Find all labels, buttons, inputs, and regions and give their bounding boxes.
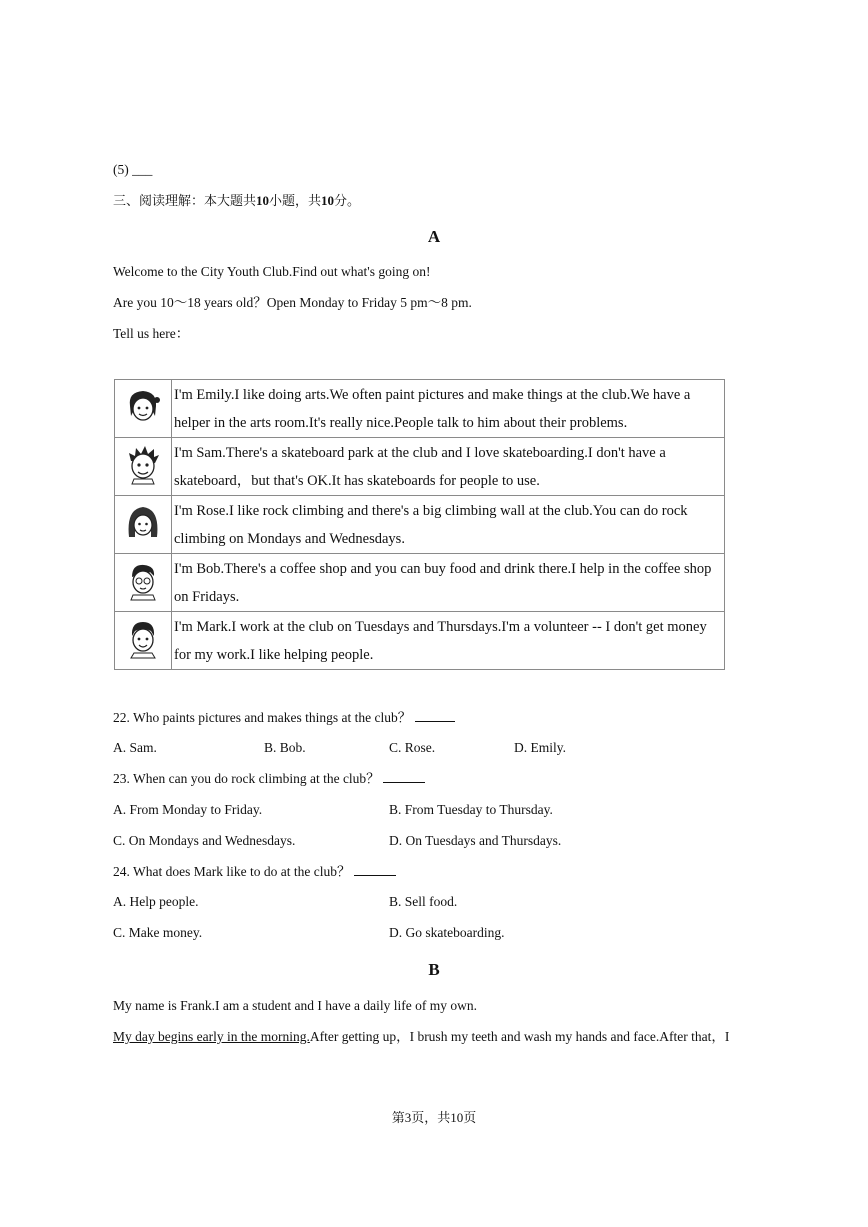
q22-option-a: A. Sam.	[113, 740, 157, 755]
passage-a-intro-3: Tell us here：	[113, 326, 190, 341]
member-text-rose: I'm Rose.I like rock climbing and there's a big climbing wall at the club.You can do rock climbing on Mondays and Wednesdays.	[172, 496, 725, 554]
boy-avatar-icon	[115, 438, 172, 496]
q24-option-a: A. Help people.	[113, 894, 199, 909]
table-row	[115, 554, 725, 612]
passage-a-title: A	[427, 227, 441, 246]
club-members-table	[114, 379, 725, 670]
table-row	[115, 612, 725, 670]
table-row	[115, 380, 725, 438]
table-row	[115, 496, 725, 554]
member-text-emily: I'm Emily.I like doing arts.We often paint pictures and make things at the club.We have a helper in the arts room.It's really nice.People talk to him about their problems.	[172, 380, 725, 438]
q24-option-b: B. Sell food.	[389, 894, 458, 909]
answer-blank	[354, 863, 396, 876]
q23-option-c: C. On Mondays and Wednesdays.	[113, 833, 296, 848]
question-23: 23. When can you do rock climbing at the club？	[113, 770, 425, 788]
boy-short-hair-avatar-icon	[115, 612, 172, 670]
boy-glasses-avatar-icon	[115, 554, 172, 612]
passage-b-line-2: My day begins early in the morning.After getting up，I brush my teeth and wash my hands and face.After that，I	[113, 1029, 730, 1044]
girl-avatar-icon	[115, 380, 172, 438]
q22-option-d: D. Emily.	[514, 740, 566, 755]
passage-b-line-1: My name is Frank.I am a student and I have a daily life of my own.	[113, 998, 478, 1013]
q23-option-b: B. From Tuesday to Thursday.	[389, 802, 553, 817]
girl-long-hair-avatar-icon	[115, 496, 172, 554]
passage-a-intro-1: Welcome to the City Youth Club.Find out what's going on!	[113, 264, 431, 279]
q23-option-a: A. From Monday to Friday.	[113, 802, 263, 817]
question-22: 22. Who paints pictures and makes things at the club？	[113, 709, 455, 727]
member-text-sam: I'm Sam.There's a skateboard park at the club and I love skateboarding.I don't have a skateboard，but that's OK.It has skateboards for people to use.	[172, 438, 725, 496]
member-text-mark: I'm Mark.I work at the club on Tuesdays and Thursdays.I'm a volunteer -- I don't get money for my work.I like helping people.	[172, 612, 725, 670]
q24-option-d: D. Go skateboarding.	[389, 925, 505, 940]
member-text-bob: I'm Bob.There's a coffee shop and you can buy food and drink there.I help in the coffee shop on Fridays.	[172, 554, 725, 612]
section-heading: 三、阅读理解：本大题共10小题，共10分。	[113, 193, 361, 208]
blank-item-5: (5) ___	[113, 162, 153, 177]
q23-option-d: D. On Tuesdays and Thursdays.	[389, 833, 562, 848]
page-number-footer: 第3页，共10页	[391, 1110, 477, 1125]
q22-option-b: B. Bob.	[264, 740, 306, 755]
question-24: 24. What does Mark like to do at the club？	[113, 863, 396, 881]
answer-blank	[383, 770, 425, 783]
underlined-sentence: My day begins early in the morning.	[113, 1029, 310, 1044]
answer-blank	[415, 709, 455, 722]
table-row	[115, 438, 725, 496]
q22-option-c: C. Rose.	[389, 740, 436, 755]
q24-option-c: C. Make money.	[113, 925, 203, 940]
passage-a-intro-2: Are you 10～18 years old？Open Monday to Friday 5 pm～8 pm.	[113, 295, 472, 310]
passage-b-title: B	[428, 960, 440, 979]
